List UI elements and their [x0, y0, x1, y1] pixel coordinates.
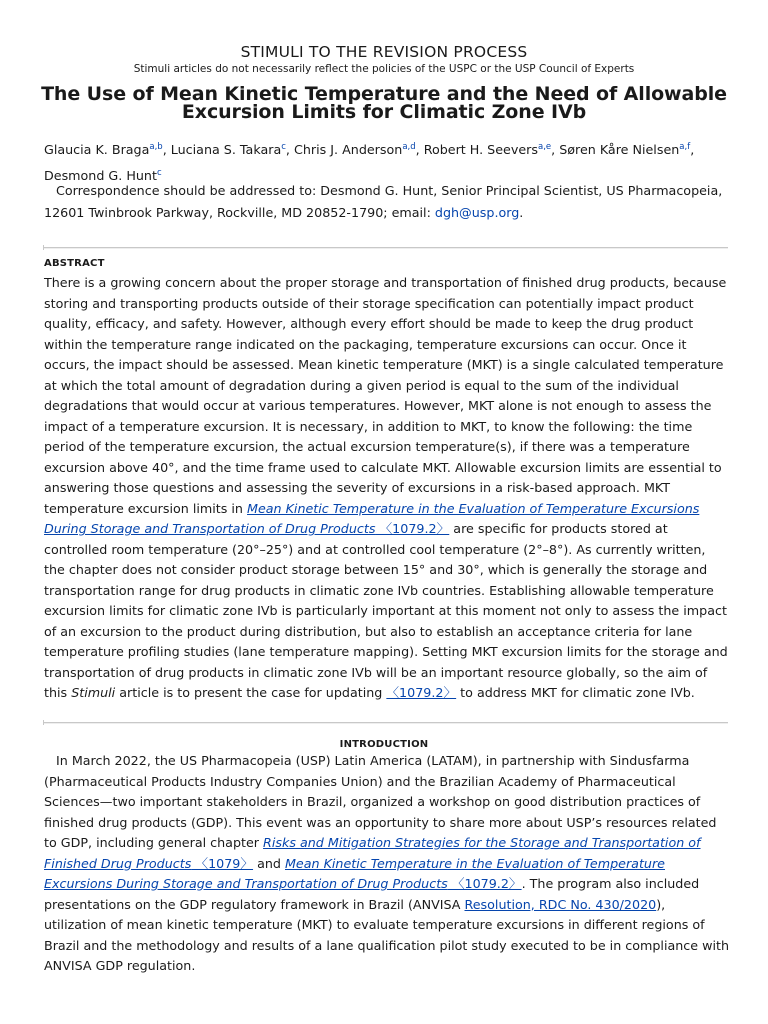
- correspondence-block: [44, 180, 734, 224]
- author-name: Søren Kåre Nielsen: [559, 142, 680, 157]
- author-separator: ,: [162, 142, 171, 157]
- intro-text: ), utilization of mean kinetic temperature (MKT) to evaluate temperature excursions in different regions of Brazil and the methodology and results of a lane qualification pilot study executed to be in compliance with ANVISA GDP regulation.: [44, 896, 730, 973]
- abstract-text: are specific for products stored at controlled room temperature (20°–25°) and at controlled cool temperature (2°–8°). As currently written, the chapter does not consider product storage between 15° and 30°, which is generally the storage and transportation range for drug products in climatic zone IVb countries. Establishing allowable temperature excursion limits for climatic zone IVb is particularly important at this moment not only to assess the impact of an excursion to the product during distribution, but also to establish an acceptance criteria for lane temperature profiling studies (lane temperature mapping). Setting MKT excursion limits for the storage and transportation of drug products in climatic zone IVb will be an important resource globally, so the aim of this: [44, 521, 728, 700]
- section-divider: [44, 247, 728, 249]
- chapter-number: 〈1079〉: [191, 855, 254, 871]
- author-separator: ,: [415, 142, 424, 157]
- chapter-1079-2-short-link[interactable]: 〈1079.2〉: [386, 685, 457, 700]
- introduction-paragraph: [44, 751, 730, 977]
- resolution-link[interactable]: Resolution, RDC No. 430/2020: [464, 896, 657, 912]
- author-separator: ,: [690, 142, 695, 157]
- author-name: Robert H. Seevers: [423, 142, 538, 157]
- correspondence-end: .: [519, 205, 524, 220]
- abstract-paragraph: [44, 273, 730, 704]
- disclaimer-text: Stimuli articles do not necessarily reflect the policies of the USPC or the USP Council of Experts: [133, 63, 635, 75]
- author-name: Glaucia K. Braga: [44, 142, 150, 157]
- affiliation-link[interactable]: c: [281, 142, 286, 152]
- affiliation-link[interactable]: a,d: [402, 142, 416, 152]
- intro-text: . The program also included presentations on the GDP regulatory framework in Brazil (ANVISA: [44, 876, 700, 912]
- chapter-number: 〈1079.2〉: [447, 876, 522, 891]
- abstract-text: article is to present the case for updating: [115, 685, 387, 700]
- article-title-line-2: Excursion Limits for Climatic Zone IVb: [181, 101, 587, 123]
- affiliation-link[interactable]: a,f: [679, 142, 691, 152]
- section-title: STIMULI TO THE REVISION PROCESS: [240, 43, 528, 61]
- article-title: [20, 85, 748, 121]
- abstract-text: to address MKT for climatic zone IVb.: [456, 685, 695, 700]
- author-name: Desmond G. Hunt: [44, 168, 157, 183]
- abstract-text: There is a growing concern about the proper storage and transportation of finished drug products, because storing and transporting products outside of their storage specification can potentially impact product quality, efficacy, and safety. However, although every effort should be made to keep the drug product within the temperature range indicated on the packaging, temperature excursions can occur. Once it occurs, the impact should be assessed. Mean kinetic temperature (MKT) is a single calculated temperature at which the total amount of degradation during a given period is equal to the sum of the individual degradations that would occur at various temperatures. However, MKT alone is not enough to assess the impact of a temperature excursion. It is necessary, in addition to MKT, to know the following: the time period of the temperature excursion, the actual excursion temperature(s), if there was a temperature excursion above 40°, and the time frame used to calculate MKT. Allowable excursion limits are essential to answering those questions and assessing the severity of excursions in a risk-based approach. MKT temperature excursion limits in: [44, 275, 727, 516]
- section-divider: [44, 722, 728, 724]
- email-link[interactable]: dgh@usp.org: [434, 205, 520, 220]
- chapter-title: Risks and Mitigation Strategies for the Storage and Transportation of Finished Drug Products: [44, 835, 701, 871]
- intro-text: and: [253, 855, 285, 871]
- author-separator: ,: [285, 142, 294, 157]
- correspondence-text: Correspondence should be addressed to: Desmond G. Hunt, Senior Principal Scientist, US Pharmacopeia, 12601 Twinbrook Parkway, Rockville, MD 20852-1790; email:: [44, 183, 723, 220]
- chapter-title: Mean Kinetic Temperature in the Evaluation of Temperature Excursions During Storage and Transportation of Drug Products: [44, 855, 665, 891]
- author-separator: ,: [551, 142, 560, 157]
- abstract-heading: ABSTRACT: [44, 258, 105, 269]
- introduction-heading: INTRODUCTION: [339, 739, 429, 750]
- chapter-title: Mean Kinetic Temperature in the Evaluation of Temperature Excursions During Storage and Transportation of Drug Products: [44, 500, 700, 536]
- intro-text: In March 2022, the US Pharmacopeia (USP) Latin America (LATAM), in partnership with Sindusfarma (Pharmaceutical Products Industry Companies Union) and the Brazilian Academy of Pharmaceutical Sciences—two important stakeholders in Brazil, organized a workshop on good distribution practices of finished drug products (GDP). This event was an opportunity to share more about USP’s resources related to GDP, including general chapter: [44, 753, 717, 850]
- affiliation-link[interactable]: c: [156, 168, 162, 178]
- author-name: Chris J. Anderson: [294, 142, 403, 157]
- affiliation-link[interactable]: a,b: [149, 142, 163, 152]
- article-title-line-1: The Use of Mean Kinetic Temperature and the Need of Allowable: [41, 83, 727, 105]
- affiliation-link[interactable]: a,e: [537, 142, 552, 152]
- chapter-number: 〈1079.2〉: [375, 521, 450, 536]
- stimuli-word: Stimuli: [71, 685, 116, 700]
- author-name: Luciana S. Takara: [170, 142, 282, 157]
